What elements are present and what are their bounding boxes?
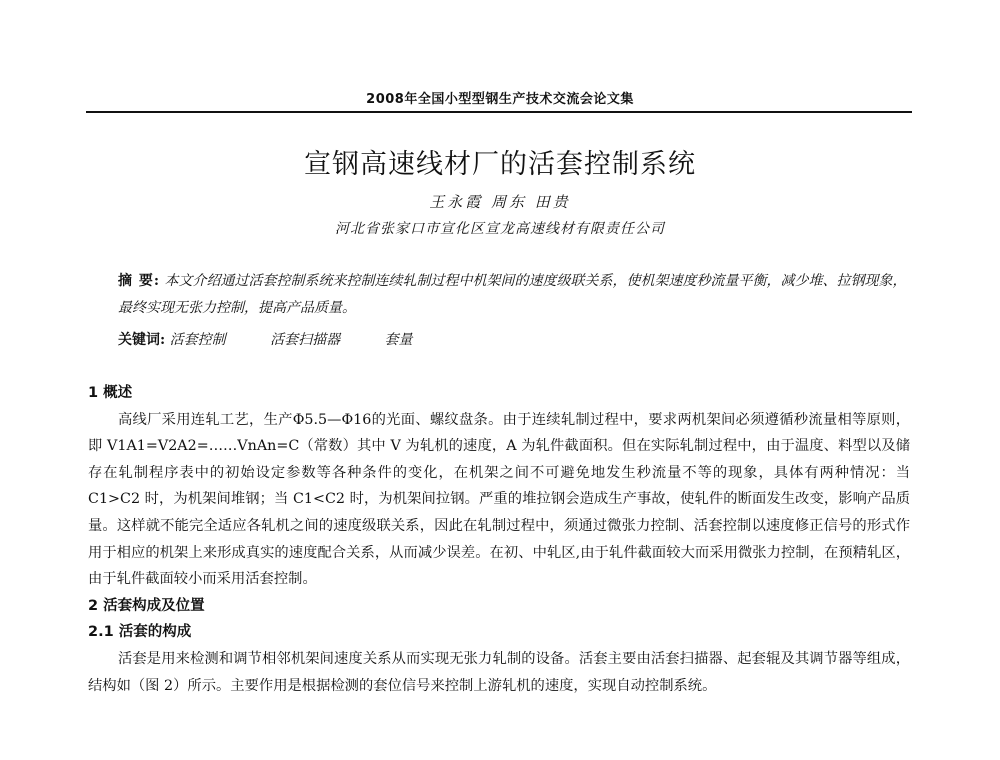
section-paragraph: 高线厂采用连轧工艺，生产Φ5.5—Φ16的光面、螺纹盘条。由于连续轧制过程中，要求两机架间必须遵循秒流量相等原则，即 V1A1=V2A2=……VnAn=C（常数）其中 V 为轧机的速度，A 为轧件截面积。但在实际轧制过程中，由于温度、料型以及储存在轧制程序表中的初始设定参数等各种条件的变化，在机架之间不可避免地发生秒流量不等的现象，具体有两种情况：当 C1>C2 时，为机架间堆钢；当 C1<C2 时，为机架间拉钢。严重的堆拉钢会造成生产事故，使轧件的断面发生改变，影响产品质量。这样就不能完全适应各轧机之间的速度级联关系，因此在轧制过程中，须通过微张力控制、活套控制以速度修正信号的形式作用于相应的机架上来形成真实的速度配合关系，从而减少误差。在初、中轧区,由于轧件截面较大而采用微张力控制，在预精轧区，由于轧件截面较小而采用活套控制。 bbox=[88, 411, 910, 588]
keywords-label: 关键词: bbox=[118, 332, 166, 348]
section-paragraph: 活套是用来检测和调节相邻机架间速度关系从而实现无张力轧制的设备。活套主要由活套扫描器、起套辊及其调节器等组成，结构如（图 2）所示。主要作用是根据检测的套位信号来控制上游轧机的速度，实现自动控制系统。 bbox=[88, 650, 910, 694]
section-heading: 1 概述 bbox=[88, 385, 133, 401]
paper-affiliation: 河北省张家口市宣化区宣龙高速线材有限责任公司 bbox=[335, 221, 665, 237]
keywords bbox=[118, 329, 453, 349]
keyword-item: 套量 bbox=[384, 332, 413, 348]
header-rule bbox=[86, 111, 912, 113]
section-heading: 2.1 活套的构成 bbox=[88, 624, 192, 641]
abstract bbox=[118, 268, 908, 322]
running-header: 2008年全国小型型钢生产技术交流会论文集 bbox=[366, 92, 634, 107]
section-heading: 2 活套构成及位置 bbox=[88, 597, 205, 614]
keyword-item: 活套扫描器 bbox=[270, 332, 341, 348]
paper-title: 宣钢高速线材厂的活套控制系统 bbox=[304, 149, 696, 180]
keyword-item: 活套控制 bbox=[169, 332, 226, 348]
abstract-label: 摘 要: bbox=[118, 273, 161, 289]
paper-authors: 王永霞 周东 田贵 bbox=[429, 193, 571, 211]
abstract-text: 本文介绍通过活套控制系统来控制连续轧制过程中机架间的速度级联关系，使机架速度秒流量平衡，减少堆、拉钢现象，最终实现无张力控制，提高产品质量。 bbox=[118, 273, 907, 316]
body-text bbox=[88, 380, 910, 699]
